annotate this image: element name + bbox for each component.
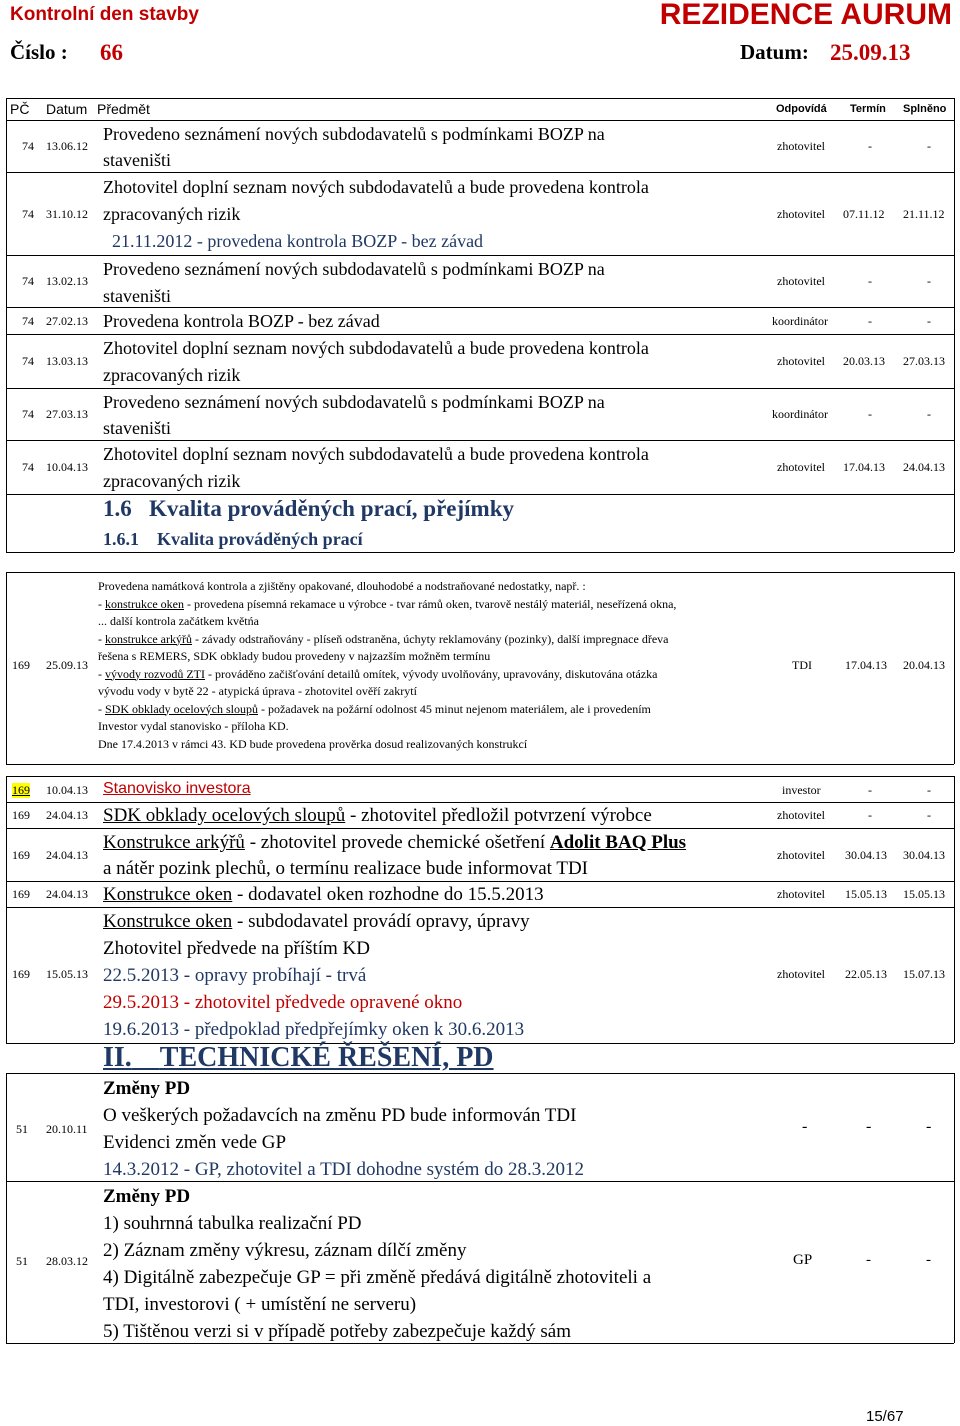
- row-text: Zhotovitel doplní seznam nových subdodavatelů a bude provedena kontrola: [103, 177, 649, 197]
- col-header-predmet: Předmět: [97, 101, 150, 117]
- row-date: 20.10.11: [46, 1122, 88, 1136]
- row-date: 10.04.13: [46, 460, 88, 474]
- note-text: - požadavek na požární odolnost 45 minut nejenom materiálem, ale i provedením: [257, 701, 651, 716]
- row-pc: 169: [12, 887, 30, 901]
- note-line: [98, 736, 676, 754]
- row-date: 27.03.13: [46, 407, 88, 421]
- row-date: 28.03.12: [46, 1254, 88, 1268]
- section-number: II.: [103, 1042, 132, 1073]
- row-date: 15.05.13: [46, 967, 88, 981]
- row-responsible: GP: [793, 1252, 813, 1268]
- note-text: - závady odstraňovány - plíseň odstraněna, úchyty reklamovány (pozinky), další impregnace dřeva: [191, 631, 669, 646]
- row-pc: 74: [22, 139, 34, 153]
- document-title: Kontrolní den stavby: [10, 4, 199, 25]
- number-label: Číslo :: [10, 40, 68, 64]
- note-line: [98, 596, 676, 614]
- row-text: Provedeno seznámení nových subdodavatelů s podmínkami BOZP na: [103, 259, 605, 279]
- row-done: 30.04.13: [903, 848, 945, 862]
- row-done: 15.05.13: [903, 887, 945, 901]
- row-done: -: [927, 808, 931, 822]
- row-text-rest: - dodavatel oken rozhodne do 15.5.2013: [232, 884, 544, 905]
- row-text: zpracovaných rizik: [103, 365, 241, 385]
- row-term: 17.04.13: [843, 460, 885, 474]
- row-term: -: [868, 407, 872, 421]
- row-responsible: -: [802, 1118, 808, 1135]
- row-term: -: [868, 139, 872, 153]
- row-date: 13.06.12: [46, 139, 88, 153]
- row-responsible: koordinátor: [772, 407, 828, 421]
- row-term: -: [868, 274, 872, 288]
- row-pc: 169: [12, 808, 30, 822]
- col-header-pc: PČ: [10, 101, 30, 117]
- row-subject-link: SDK obklady ocelových sloupů: [103, 805, 346, 826]
- col-header-odpovida: Odpovídá: [776, 103, 827, 115]
- row-responsible: zhotovitel: [777, 967, 825, 981]
- row-text: Provedeno seznámení nových subdodavatelů s podmínkami BOZP na: [103, 392, 605, 412]
- col-header-datum: Datum: [46, 101, 88, 117]
- row-text-note: 19.6.2013 - předpoklad předpřejímky oken k 30.6.2013: [103, 1019, 525, 1040]
- row-done: 24.04.13: [903, 460, 945, 474]
- row-date: 31.10.12: [46, 207, 88, 221]
- row-text: a nátěr pozink plechů, o termínu realizace bude informovat TDI: [103, 858, 589, 879]
- note-subject: vývody rozvodů ZTI: [105, 666, 205, 681]
- section-title: Kvalita prováděných prací, přejímky: [149, 496, 515, 521]
- row-term: 22.05.13: [845, 967, 887, 981]
- note-line: [98, 666, 676, 684]
- row-text-note: 22.5.2013 - opravy probíhají - trvá: [103, 965, 367, 986]
- row-text: O veškerých požadavcích na změnu PD bude informován TDI: [103, 1105, 577, 1126]
- row-responsible: zhotovitel: [777, 848, 825, 862]
- row-date: 10.04.13: [46, 783, 88, 797]
- row-pc: 74: [22, 354, 34, 368]
- row-text: [103, 881, 544, 908]
- row-text: TDI, investorovi ( + umístění ne serveru): [103, 1294, 417, 1315]
- row-pc: 169: [12, 848, 30, 862]
- note-text: - prováděno začišťování detailů omítek, vývody uvolňovány, upravovány, diskutována otázka: [204, 666, 658, 681]
- note-text: -: [98, 701, 105, 716]
- note-text: -: [98, 596, 105, 611]
- row-date: 25.09.13: [46, 658, 88, 672]
- row-responsible: zhotovitel: [777, 887, 825, 901]
- row-text-rest: - zhotovitel provede chemické ošetření: [244, 832, 550, 853]
- note-line: [98, 578, 676, 596]
- row-done: -: [927, 274, 931, 288]
- row-text: Zhotovitel doplní seznam nových subdodavatelů a bude provedena kontrola: [103, 444, 649, 464]
- row-pc: 51: [16, 1254, 28, 1268]
- row-pc: 74: [22, 314, 34, 328]
- row-term: 15.05.13: [845, 887, 887, 901]
- row-responsible: zhotovitel: [777, 139, 825, 153]
- row-text: [103, 908, 530, 935]
- row-subject-link: Konstrukce oken: [103, 911, 233, 932]
- row-text: staveništi: [103, 418, 171, 438]
- row-responsible: zhotovitel: [777, 460, 825, 474]
- row-term: -: [866, 1118, 872, 1135]
- col-header-termin: Termín: [850, 103, 886, 115]
- row-text-rest: - subdodavatel provádí opravy, úpravy: [232, 911, 530, 932]
- row-text: 5) Tištěnou verzi si v případě potřeby zabezpečuje každý sám: [103, 1321, 571, 1342]
- row-responsible: zhotovitel: [777, 274, 825, 288]
- subsection-number: 1.6.1: [103, 529, 139, 549]
- row-title: Změny PD: [103, 1186, 191, 1207]
- number-value: 66: [100, 40, 123, 65]
- row-pc: 169: [12, 658, 30, 672]
- row-title: Změny PD: [103, 1078, 191, 1099]
- row-text: 2) Záznam změny výkresu, záznam dílčí změny: [103, 1240, 467, 1261]
- note-text: ... další kontrola začátkem květńa: [98, 614, 259, 628]
- row-text-note: 14.3.2012 - GP, zhotovitel a TDI dohodne systém do 28.3.2012: [103, 1159, 584, 1180]
- row-date: 13.03.13: [46, 354, 88, 368]
- row-pc: 74: [22, 207, 34, 221]
- row-term: 07.11.12: [843, 207, 885, 221]
- row-done: -: [927, 139, 931, 153]
- note-subject: SDK obklady ocelových sloupů: [105, 701, 258, 716]
- note-text: -: [98, 666, 105, 681]
- row-done: -: [926, 1118, 932, 1135]
- row-text-rest: - zhotovitel předložil potvrzení výrobce: [345, 805, 652, 826]
- row-text: 4) Digitálně zabezpečuje GP = při změně předává digitálně zhotoviteli a: [103, 1267, 652, 1288]
- row-done: 27.03.13: [903, 354, 945, 368]
- project-title: REZIDENCE AURUM: [659, 0, 952, 31]
- row-text: [103, 829, 686, 856]
- row-done: -: [927, 783, 931, 797]
- page-number: 15/67: [866, 1408, 904, 1425]
- row-term: 17.04.13: [845, 658, 887, 672]
- note-text: -: [98, 631, 105, 646]
- section-number: 1.6: [103, 496, 132, 521]
- note-text: řešena s REMERS, SDK obklady budou provedeny v najzazším možněm termínu: [98, 649, 491, 663]
- row-text-note: 29.5.2013 - zhotovitel předvede opravené okno: [103, 992, 463, 1013]
- row-term: 30.04.13: [845, 848, 887, 862]
- row-pc: 74: [22, 407, 34, 421]
- row-term: -: [866, 1252, 871, 1268]
- row-text: zpracovaných rizik: [103, 204, 241, 224]
- row-responsible: zhotovitel: [777, 207, 825, 221]
- note-subject: konstrukce oken: [105, 596, 184, 611]
- row-pc: 169: [12, 967, 30, 981]
- row-pc: 169: [12, 783, 30, 797]
- row-done: 21.11.12: [903, 207, 945, 221]
- note-line: [98, 718, 676, 736]
- row-done: -: [926, 1252, 931, 1268]
- row-done: 15.07.13: [903, 967, 945, 981]
- row-text: Evidenci změn vede GP: [103, 1132, 287, 1153]
- section-heading: [103, 496, 514, 522]
- note-text: vývodu vody v bytě 22 - atypická úprava - zhotovitel ověří zakrytí: [98, 684, 417, 698]
- note-line: [98, 701, 676, 719]
- note-text: Dne 17.4.2013 v rámci 43. KD bude provedena prověrka dosud realizovaných konstrukcí: [98, 736, 528, 751]
- row-text: Zhotovitel předvede na příštím KD: [103, 938, 370, 959]
- row-text: [103, 802, 652, 829]
- note-line: [98, 648, 676, 666]
- row-date: 24.04.13: [46, 848, 88, 862]
- note-subject: konstrukce arkýřů: [105, 631, 192, 646]
- row-done: -: [927, 314, 931, 328]
- note-text: - provedena písemná rekamace u výrobce - tvar rámů oken, tvarově nestálý materiál, neseřízená okna,: [183, 596, 677, 611]
- inspection-notes: [98, 578, 676, 753]
- note-text: Investor vydal stanovisko - příloha KD.: [98, 719, 289, 733]
- row-subject-link: Konstrukce oken: [103, 884, 233, 905]
- row-responsible: zhotovitel: [777, 354, 825, 368]
- subsection-title: Kvalita prováděných prací: [157, 529, 363, 549]
- row-responsible: investor: [782, 783, 821, 797]
- row-date: 27.02.13: [46, 314, 88, 328]
- row-term: -: [868, 314, 872, 328]
- row-text: staveništi: [103, 150, 171, 170]
- note-line: [98, 613, 676, 631]
- product-name: Adolit BAQ Plus: [549, 832, 687, 853]
- row-term: 20.03.13: [843, 354, 885, 368]
- row-text: Provedena kontrola BOZP - bez závad: [103, 311, 380, 331]
- row-term: -: [868, 808, 872, 822]
- col-header-splneno: Splněno: [903, 103, 947, 115]
- note-text: Provedena namátková kontrola a zjištěny opakované, dlouhodobé a nodstraňované nedostatky, např. :: [98, 579, 586, 593]
- row-responsible: koordinátor: [772, 314, 828, 328]
- row-responsible: zhotovitel: [777, 808, 825, 822]
- investor-statement-link[interactable]: Stanovisko investora: [103, 780, 251, 797]
- row-date: 24.04.13: [46, 808, 88, 822]
- row-subject-link: Konstrukce arkýřů: [103, 832, 245, 853]
- row-text: Provedeno seznámení nových subdodavatelů s podmínkami BOZP na: [103, 124, 605, 144]
- row-text: zpracovaných rizik: [103, 471, 241, 491]
- row-text: 1) souhrnná tabulka realizační PD: [103, 1213, 362, 1234]
- subsection-heading: [103, 529, 363, 550]
- row-text-note: 21.11.2012 - provedena kontrola BOZP - bez závad: [112, 231, 484, 251]
- row-date: 24.04.13: [46, 887, 88, 901]
- date-value: 25.09.13: [830, 40, 911, 65]
- row-date: 13.02.13: [46, 274, 88, 288]
- row-pc: 51: [16, 1122, 28, 1136]
- row-term: -: [868, 783, 872, 797]
- row-done: -: [927, 407, 931, 421]
- section-heading: [103, 1042, 494, 1074]
- row-text: Zhotovitel doplní seznam nových subdodavatelů a bude provedena kontrola: [103, 338, 649, 358]
- row-pc: 74: [22, 274, 34, 288]
- section-title: TECHNICKÉ ŘEŠENÍ, PD: [159, 1042, 494, 1073]
- date-label: Datum:: [740, 40, 809, 64]
- row-pc: 74: [22, 460, 34, 474]
- row-responsible: TDI: [792, 658, 812, 672]
- row-done: 20.04.13: [903, 658, 945, 672]
- row-text: staveništi: [103, 286, 171, 306]
- note-line: [98, 683, 676, 701]
- note-line: [98, 631, 676, 649]
